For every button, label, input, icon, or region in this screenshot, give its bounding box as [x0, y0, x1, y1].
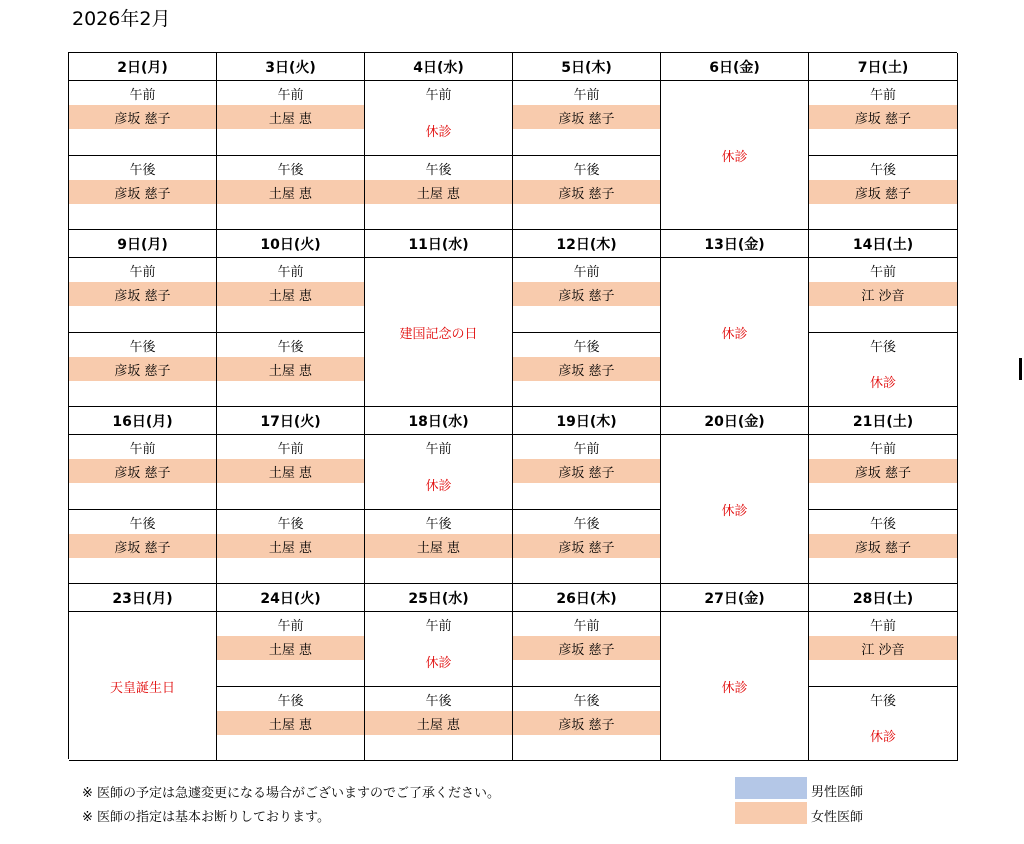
doctor-name: 彦坂 慈子 — [69, 534, 216, 558]
afternoon-label: 午後 — [425, 162, 452, 178]
afternoon-slot — [513, 686, 660, 760]
afternoon-slot — [809, 509, 957, 583]
legend-label-female: 女性医師 — [811, 810, 864, 825]
afternoon-label: 午後 — [277, 339, 304, 355]
morning-label: 午前 — [425, 441, 452, 457]
afternoon-slot — [365, 155, 512, 229]
day-header: 10日(火) — [217, 230, 365, 258]
doctor-name: 彦坂 慈子 — [513, 105, 660, 129]
doctor-name: 彦坂 慈子 — [809, 534, 957, 558]
day-header: 26日(木) — [513, 584, 661, 612]
day-header: 23日(月) — [69, 584, 217, 612]
day-cell — [217, 258, 365, 407]
morning-slot — [809, 612, 957, 686]
doctor-name: 土屋 恵 — [217, 534, 364, 558]
day-cell — [661, 258, 809, 407]
day-header: 14日(土) — [809, 230, 958, 258]
afternoon-slot — [365, 509, 512, 583]
morning-slot — [513, 612, 660, 686]
day-cell — [809, 435, 958, 584]
afternoon-slot — [69, 509, 216, 583]
afternoon-label: 午後 — [129, 516, 156, 532]
day-cell — [661, 435, 809, 584]
afternoon-label: 午後 — [573, 693, 600, 709]
morning-slot — [365, 435, 512, 509]
morning-label: 午前 — [277, 441, 304, 457]
closed-label: 休診 — [869, 730, 896, 745]
morning-label: 午前 — [425, 618, 452, 634]
morning-label: 午前 — [277, 87, 304, 103]
day-cell — [365, 81, 513, 230]
morning-label: 午前 — [573, 618, 600, 634]
doctor-name: 彦坂 慈子 — [513, 534, 660, 558]
day-cell — [513, 612, 661, 761]
doctor-name: 彦坂 慈子 — [513, 357, 660, 381]
morning-label: 午前 — [425, 87, 452, 103]
day-cell — [365, 435, 513, 584]
closed-label: 休診 — [721, 326, 748, 342]
doctor-name: 彦坂 慈子 — [513, 459, 660, 483]
afternoon-label: 午後 — [573, 516, 600, 532]
afternoon-label: 午後 — [869, 693, 896, 709]
day-header: 7日(土) — [809, 53, 958, 81]
day-header: 27日(金) — [661, 584, 809, 612]
day-cell — [809, 612, 958, 761]
afternoon-slot — [69, 155, 216, 229]
afternoon-label: 午後 — [573, 339, 600, 355]
morning-slot — [217, 612, 364, 686]
afternoon-label: 午後 — [129, 162, 156, 178]
morning-label: 午前 — [129, 264, 156, 280]
doctor-name: 彦坂 慈子 — [69, 180, 216, 204]
doctor-name: 彦坂 慈子 — [69, 105, 216, 129]
afternoon-slot — [809, 332, 957, 406]
day-cell — [365, 258, 513, 407]
morning-label: 午前 — [869, 264, 896, 280]
morning-slot — [513, 435, 660, 509]
afternoon-label: 午後 — [869, 516, 896, 532]
morning-slot — [69, 435, 216, 509]
doctor-name: 土屋 恵 — [217, 282, 364, 306]
morning-label: 午前 — [869, 618, 896, 634]
doctor-name: 彦坂 慈子 — [809, 105, 957, 129]
day-cell — [513, 258, 661, 407]
doctor-name: 土屋 恵 — [365, 180, 512, 204]
doctor-name: 彦坂 慈子 — [69, 282, 216, 306]
day-cell — [69, 81, 217, 230]
afternoon-label: 午後 — [425, 516, 452, 532]
afternoon-slot — [217, 686, 364, 760]
morning-slot — [69, 81, 216, 155]
afternoon-slot — [217, 155, 364, 229]
doctor-name: 土屋 恵 — [365, 534, 512, 558]
morning-slot — [217, 81, 364, 155]
legend-swatch-male — [735, 777, 807, 799]
day-header: 21日(土) — [809, 407, 958, 435]
morning-label: 午前 — [869, 441, 896, 457]
day-cell — [809, 258, 958, 407]
day-cell — [365, 612, 513, 761]
day-header: 17日(火) — [217, 407, 365, 435]
morning-label: 午前 — [869, 87, 896, 103]
day-header: 16日(月) — [69, 407, 217, 435]
day-header: 28日(土) — [809, 584, 958, 612]
note-1: ※ 医師の予定は急遽変更になる場合がございますのでご了承ください。 — [82, 786, 501, 801]
doctor-name: 彦坂 慈子 — [809, 180, 957, 204]
doctor-name: 土屋 恵 — [365, 711, 512, 735]
day-header: 20日(金) — [661, 407, 809, 435]
morning-label: 午前 — [129, 87, 156, 103]
afternoon-slot — [513, 332, 660, 406]
morning-label: 午前 — [277, 264, 304, 280]
doctor-name: 彦坂 慈子 — [69, 459, 216, 483]
afternoon-label: 午後 — [277, 516, 304, 532]
morning-slot — [809, 258, 957, 332]
doctor-name: 彦坂 慈子 — [513, 282, 660, 306]
day-cell — [661, 612, 809, 761]
morning-label: 午前 — [573, 441, 600, 457]
morning-label: 午前 — [129, 441, 156, 457]
closed-label: 休診 — [721, 503, 748, 519]
closed-label: 休診 — [425, 124, 452, 140]
morning-slot — [69, 258, 216, 332]
closed-label: 休診 — [721, 149, 748, 165]
morning-slot — [365, 81, 512, 155]
afternoon-slot — [809, 686, 957, 760]
doctor-name: 土屋 恵 — [217, 636, 364, 660]
doctor-name: 彦坂 慈子 — [69, 357, 216, 381]
morning-slot — [513, 81, 660, 155]
morning-slot — [365, 612, 512, 686]
day-cell — [513, 435, 661, 584]
doctor-name: 土屋 恵 — [217, 105, 364, 129]
day-header: 12日(木) — [513, 230, 661, 258]
doctor-name: 彦坂 慈子 — [513, 636, 660, 660]
day-header: 25日(水) — [365, 584, 513, 612]
afternoon-label: 午後 — [869, 339, 896, 355]
afternoon-label: 午後 — [869, 162, 896, 178]
day-cell — [69, 612, 217, 761]
afternoon-label: 午後 — [129, 339, 156, 355]
morning-slot — [513, 258, 660, 332]
morning-label: 午前 — [573, 87, 600, 103]
closed-label: 休診 — [425, 655, 452, 671]
day-header: 3日(火) — [217, 53, 365, 81]
closed-label: 天皇誕生日 — [109, 680, 175, 696]
doctor-name: 彦坂 慈子 — [809, 459, 957, 483]
doctor-name: 江 沙音 — [809, 636, 957, 660]
afternoon-label: 午後 — [277, 162, 304, 178]
closed-label: 休診 — [721, 680, 748, 696]
day-header: 9日(月) — [69, 230, 217, 258]
morning-slot — [217, 435, 364, 509]
doctor-name: 土屋 恵 — [217, 357, 364, 381]
day-cell — [217, 81, 365, 230]
day-cell — [513, 81, 661, 230]
page-title: 2026年2月 — [72, 8, 171, 30]
day-header: 6日(金) — [661, 53, 809, 81]
day-header: 2日(月) — [69, 53, 217, 81]
morning-label: 午前 — [277, 618, 304, 634]
afternoon-slot — [69, 332, 216, 406]
closed-label: 建国記念の日 — [399, 326, 478, 342]
day-cell — [809, 81, 958, 230]
afternoon-slot — [809, 155, 957, 229]
day-cell — [217, 612, 365, 761]
day-header: 11日(水) — [365, 230, 513, 258]
morning-slot — [809, 435, 957, 509]
legend-label-male: 男性医師 — [811, 785, 864, 800]
day-header: 13日(金) — [661, 230, 809, 258]
schedule-calendar — [68, 52, 957, 759]
scroll-edge-marker — [1019, 358, 1022, 380]
day-header: 18日(水) — [365, 407, 513, 435]
morning-label: 午前 — [573, 264, 600, 280]
afternoon-slot — [217, 332, 364, 406]
afternoon-label: 午後 — [277, 693, 304, 709]
doctor-name: 土屋 恵 — [217, 180, 364, 204]
day-cell — [217, 435, 365, 584]
day-header: 4日(水) — [365, 53, 513, 81]
doctor-name: 土屋 恵 — [217, 459, 364, 483]
doctor-name: 江 沙音 — [809, 282, 957, 306]
doctor-name: 土屋 恵 — [217, 711, 364, 735]
afternoon-label: 午後 — [573, 162, 600, 178]
morning-slot — [809, 81, 957, 155]
doctor-name: 彦坂 慈子 — [513, 180, 660, 204]
doctor-name: 彦坂 慈子 — [513, 711, 660, 735]
day-cell — [661, 81, 809, 230]
afternoon-label: 午後 — [425, 693, 452, 709]
day-cell — [69, 435, 217, 584]
afternoon-slot — [217, 509, 364, 583]
day-cell — [69, 258, 217, 407]
legend-swatch-female — [735, 802, 807, 824]
day-header: 24日(火) — [217, 584, 365, 612]
afternoon-slot — [513, 509, 660, 583]
closed-label: 休診 — [425, 478, 452, 494]
afternoon-slot — [513, 155, 660, 229]
afternoon-slot — [365, 686, 512, 760]
closed-label: 休診 — [869, 376, 896, 391]
day-header: 5日(木) — [513, 53, 661, 81]
day-header: 19日(木) — [513, 407, 661, 435]
note-2: ※ 医師の指定は基本お断りしております。 — [82, 810, 330, 825]
morning-slot — [217, 258, 364, 332]
